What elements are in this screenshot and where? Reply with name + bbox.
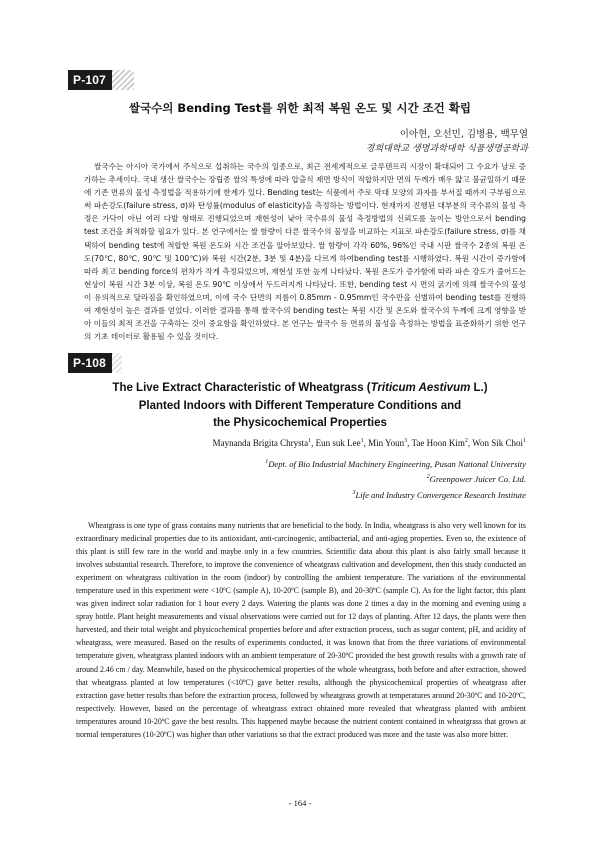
species-name: Triticum Aestivum	[370, 382, 471, 394]
affiliation-ko: 경희대학교 생명과학대학 식품생명공학과	[365, 144, 528, 154]
affiliation-line: $^1$Dept. of Bio Industrial Machinery Engineering, Pusan National University	[265, 458, 526, 469]
title-line-3: the Physicochemical Properties	[213, 417, 387, 430]
author-name: Tae Hoon Kim	[411, 438, 465, 448]
title-line-1: The Live Extract Characteristic of Wheatgrass (Triticum Aestivum L.)	[112, 382, 488, 394]
abstract-title-ko: 쌀국수의 Bending Test를 위한 최적 복원 온도 및 시간 조건 확립	[128, 101, 472, 115]
affiliation-line: $^2$Greenpower Juicer Co. Ltd.	[426, 474, 526, 485]
badge-decoration	[112, 353, 122, 373]
badge-label: P-108	[68, 353, 112, 373]
page-number: - 164 -	[288, 798, 312, 808]
author-name: Won Sik Choi	[472, 438, 523, 448]
author-name: Min Youn	[368, 438, 405, 448]
affiliation-line: $^3$Life and Industry Convergence Research Institute	[352, 489, 526, 500]
section-badge-p108	[68, 353, 122, 373]
affiliations-en	[265, 456, 526, 502]
section-badge-p107	[68, 70, 134, 90]
title-line-2: Planted Indoors with Different Temperature Conditions and	[138, 399, 462, 412]
authors-en: Maynanda Brigita Chrysta$^1$, Eun suk Lee$^1$, Min Youn$^3$, Tae Hoon Kim$^2$, Won Sik Choi$^1$	[212, 438, 526, 448]
badge-decoration	[112, 70, 134, 90]
author-name: Maynanda Brigita Chrysta	[212, 438, 309, 448]
author-name: Eun suk Lee	[315, 438, 361, 448]
abstract-body-ko: 쌀국수는 아시아 국가에서 주식으로 섭취하는 국수의 일종으로, 최근 전세계적으로 글루텐프리 시장이 확대되어 그 수요가 날로 증가하는 추세이다. 국내 생산 쌀국수는 장립종 쌀의 특성에 따라 압출식 제면 방식이 적합하지만 면의 두께가 매우 얇고 불균일하기 때문에 기존 면류의 물성 측정법을 적용하기에 한계가 있다. Bending test는 식품에서 주로 막대 모양의 과자를 부서질 때까지 구부림으로써 파손강도(failure stress, σ)와 탄성률(modulus of elasticity)을 측정하는 방법이다. 현재까지 진행된 대부분의 국수류의 물성 측정은 가닥이 아닌 여러 다발 형태로 진행되었으며 재현성이 낮아 국수류의 물성 측정방법의 신뢰도를 높이는 방안으로서 bending test 조건을 최적화할 필요가 있다. 본 연구에서는 쌀 함량이 다른 쌀국수의 물성을 비교하는 지표로 파손강도(failure stress, σ)를 채택하여 bending test에 적합한 복원 온도와 시간 조건을 알아보았다. 쌀 함량이 각각 60%, 96%인 국내 시판 쌀국수 2종의 복원 온도(70℃, 80℃, 90℃ 및 100℃)와 복원 시간(2분, 3분 및 4분)을 다르게 하여bending test를 시행하였다. 복원 시간이 증가함에 따라 최고 bending force의 편차가 작게 측정되었으며, 재현성 또한 높게 나타났다. 복원 온도가 증가함에 따라 파손 강도가 줄어드는 현상이 복원 시간 3분 이상, 복원 온도 90℃ 이상에서 두드러지게 나타났다. 또한, bending test 시 면의 굵기에 의해 쌀국수의 물성이 유의적으로 달라짐을 확인하였으며, 이에 국수 단면의 지름이 0.85mm - 0.95mm인 국수만을 선별하여 bending test를 진행하여 재현성이 높은 결과를 얻었다. 이러한 결과를 통해 쌀국수의 bending test는 복원 시간 및 온도와 쌀국수의 두께에 크게 영향을 받아 이들의 최적 조건을 구축하는 것이 중요함을 확인하였다. 본 연구는 쌀국수 등 면류의 물성을 측정하는 방법을 표준화하기 위한 연구의 기초 데이터로 활용될 수 있을 것이다.	[84, 162, 526, 342]
abstract-body-en: Wheatgrass is one type of grass contains many nutrients that are beneficial to the body. In India, wheatgrass is also very well known for its extraordinary medicinal properties due to its antioxidant, anti-carcinogenic, antibacterial, and anti-aging properties. Even so, the existence of this plant is still few rare in the world and maybe only in a few countries. Scientific data about this plant is also fairly small because it involves substantial research. Therefore, to improve the convenience of wheatgrass cultivation and development, then this study conducted an experiment on wheatgrass cultivation in the room (indoor) by controlling the ambient temperature. The variations of the environmental temperature used in this experiment were <10ºC (sample A), 10-20ºC (sample B), and 20-30ºC (sample C). As for the light factor, this plant was given indirect solar radiation for 1 hour every 2 days. Watering the plants was done 2 times a day in the morning and evening using a spray bottle. Plant height measurements and visual observations were carried out for 12 days of planting. After 12 days, the plants were then harvested, and their total weight and physicochemical properties before and after extraction process, such as sugar content, pH, and acidity of wheatgrass, were measured. Based on the results of experiments conducted, it was known that from the three variations of environmental temperature given, wheatgrass planted indoors with an ambient temperature of 20-30ºC provided the best growth results with a growth rate of around 2.46 cm / day. Meanwhile, based on the physicochemical properties of the whole wheatgrass, both before and after extraction, showed that wheatgrass planted at low temperatures (<10ºC) gave better results, although the physicochemical properties of wheatgrass after extraction gave better results than before the extraction process, followed by wheatgrass growth at temperatures around 20-30ºC and 10-20ºC, respectively. However, based on the percentage of wheatgrass extract obtained more revealed that wheatgrass planted with ambient temperatures around 10-20ºC gave the best results. This happened maybe because the nutrient content contained in wheatgrass that grows at normal temperatures (10-20ºC) was higher than other variations so that the extract produced was more and the taste was also more bitter.	[76, 521, 526, 739]
abstract-title-en	[60, 380, 540, 433]
authors-ko: 이아현, 오선민, 김병용, 백무열	[399, 129, 528, 140]
badge-label: P-107	[68, 70, 112, 90]
